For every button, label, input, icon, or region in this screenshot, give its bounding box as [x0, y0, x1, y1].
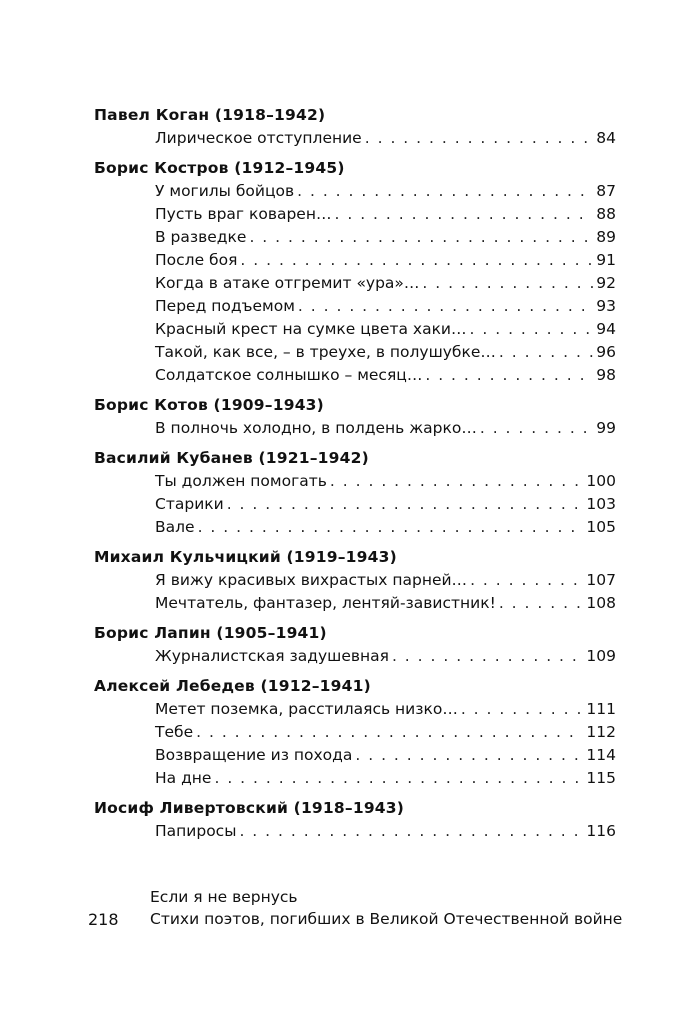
toc-entry — [94, 820, 616, 843]
dot-leader — [227, 493, 584, 516]
dot-leader — [355, 744, 583, 767]
entry-title: Метет поземка, расстилаясь низко… — [155, 700, 458, 718]
toc-entry — [94, 767, 616, 790]
toc-entry — [94, 203, 616, 226]
entry-page-number: 88 — [596, 205, 616, 223]
entry-page-number: 87 — [596, 182, 616, 200]
entry-page-number: 114 — [586, 746, 616, 764]
toc-entry — [94, 744, 616, 767]
author-section — [94, 797, 616, 843]
toc-entry — [94, 249, 616, 272]
entry-page-number: 111 — [586, 700, 616, 718]
entry-page-number: 98 — [596, 366, 616, 384]
author-heading: Михаил Кульчицкий (1919–1943) — [94, 548, 397, 566]
author-heading: Иосиф Ливертовский (1918–1943) — [94, 799, 405, 817]
toc-entry — [94, 592, 616, 615]
toc-entry — [94, 569, 616, 592]
dot-leader — [334, 203, 593, 226]
entry-title: Папиросы — [155, 822, 237, 840]
entry-page-number: 108 — [586, 594, 616, 612]
toc-entry — [94, 341, 616, 364]
author-heading: Борис Котов (1909–1943) — [94, 396, 324, 414]
entry-page-number: 91 — [596, 251, 616, 269]
running-title — [150, 886, 622, 930]
toc-entry — [94, 516, 616, 539]
author-section — [94, 394, 616, 440]
dot-leader — [240, 249, 593, 272]
dot-leader — [470, 569, 583, 592]
dot-leader — [298, 295, 593, 318]
entry-page-number: 92 — [596, 274, 616, 292]
dot-leader — [330, 470, 584, 493]
author-heading: Павел Коган (1918–1942) — [94, 106, 326, 124]
entry-page-number: 100 — [586, 472, 616, 490]
author-heading: Василий Кубанев (1921–1942) — [94, 449, 369, 467]
toc-entry — [94, 364, 616, 387]
author-section — [94, 546, 616, 615]
entry-page-number: 115 — [586, 769, 616, 787]
author-section — [94, 157, 616, 387]
table-of-contents — [94, 104, 616, 850]
dot-leader — [470, 318, 594, 341]
entry-title: После боя — [155, 251, 238, 269]
toc-entry — [94, 272, 616, 295]
dot-leader — [425, 364, 593, 387]
entry-title: Солдатское солнышко – месяц… — [155, 366, 423, 384]
entry-page-number: 103 — [586, 495, 616, 513]
toc-entry — [94, 470, 616, 493]
entry-title: Красный крест на сумке цвета хаки… — [155, 320, 467, 338]
toc-entry — [94, 645, 616, 668]
toc-entry — [94, 180, 616, 203]
entry-page-number: 107 — [586, 571, 616, 589]
entry-title: Вале — [155, 518, 195, 536]
entry-page-number: 109 — [586, 647, 616, 665]
entry-title: На дне — [155, 769, 212, 787]
entry-title: Журналистская задушевная — [155, 647, 389, 665]
author-section — [94, 675, 616, 790]
dot-leader — [297, 180, 593, 203]
entry-page-number: 99 — [596, 419, 616, 437]
dot-leader — [499, 592, 584, 615]
author-heading: Борис Костров (1912–1945) — [94, 159, 345, 177]
entry-title: В полночь холодно, в полдень жарко… — [155, 419, 477, 437]
dot-leader — [422, 272, 593, 295]
entry-title: Возвращение из похода — [155, 746, 353, 764]
dot-leader — [480, 417, 593, 440]
dot-leader — [196, 721, 583, 744]
dot-leader — [198, 516, 584, 539]
dot-leader — [239, 820, 583, 843]
dot-leader — [249, 226, 593, 249]
dot-leader — [365, 127, 594, 150]
entry-title: Тебе — [155, 723, 194, 741]
dot-leader — [461, 698, 584, 721]
toc-entry — [94, 417, 616, 440]
toc-entry — [94, 295, 616, 318]
entry-title: Такой, как все, – в треухе, в полушубке… — [155, 343, 496, 361]
author-section — [94, 447, 616, 539]
entry-page-number: 96 — [596, 343, 616, 361]
entry-title: Я вижу красивых вихрастых парней… — [155, 571, 468, 589]
author-section — [94, 622, 616, 668]
entry-page-number: 112 — [586, 723, 616, 741]
toc-entry — [94, 698, 616, 721]
toc-entry — [94, 493, 616, 516]
entry-title: Мечтатель, фантазер, лентяй-завистник! — [155, 594, 496, 612]
entry-title: Перед подъемом — [155, 297, 295, 315]
entry-title: Когда в атаке отгремит «ура»… — [155, 274, 420, 292]
entry-title: Лирическое отступление — [155, 129, 362, 147]
entry-page-number: 94 — [596, 320, 616, 338]
dot-leader — [499, 341, 593, 364]
toc-entry — [94, 318, 616, 341]
toc-entry — [94, 127, 616, 150]
author-heading: Алексей Лебедев (1912–1941) — [94, 677, 371, 695]
entry-page-number: 84 — [596, 129, 616, 147]
entry-page-number: 105 — [586, 518, 616, 536]
dot-leader — [392, 645, 583, 668]
toc-entry — [94, 226, 616, 249]
page-number: 218 — [88, 910, 119, 929]
toc-entry — [94, 721, 616, 744]
entry-title: Ты должен помогать — [155, 472, 327, 490]
entry-title: У могилы бойцов — [155, 182, 295, 200]
entry-page-number: 116 — [586, 822, 616, 840]
dot-leader — [214, 767, 583, 790]
entry-page-number: 93 — [596, 297, 616, 315]
entry-title: Старики — [155, 495, 224, 513]
author-section — [94, 104, 616, 150]
entry-page-number: 89 — [596, 228, 616, 246]
entry-title: В разведке — [155, 228, 247, 246]
entry-title: Пусть враг коварен… — [155, 205, 332, 223]
author-heading: Борис Лапин (1905–1941) — [94, 624, 327, 642]
book-title: Если я не вернусь — [150, 888, 298, 906]
book-subtitle: Стихи поэтов, погибших в Великой Отечественной войне — [150, 910, 623, 928]
